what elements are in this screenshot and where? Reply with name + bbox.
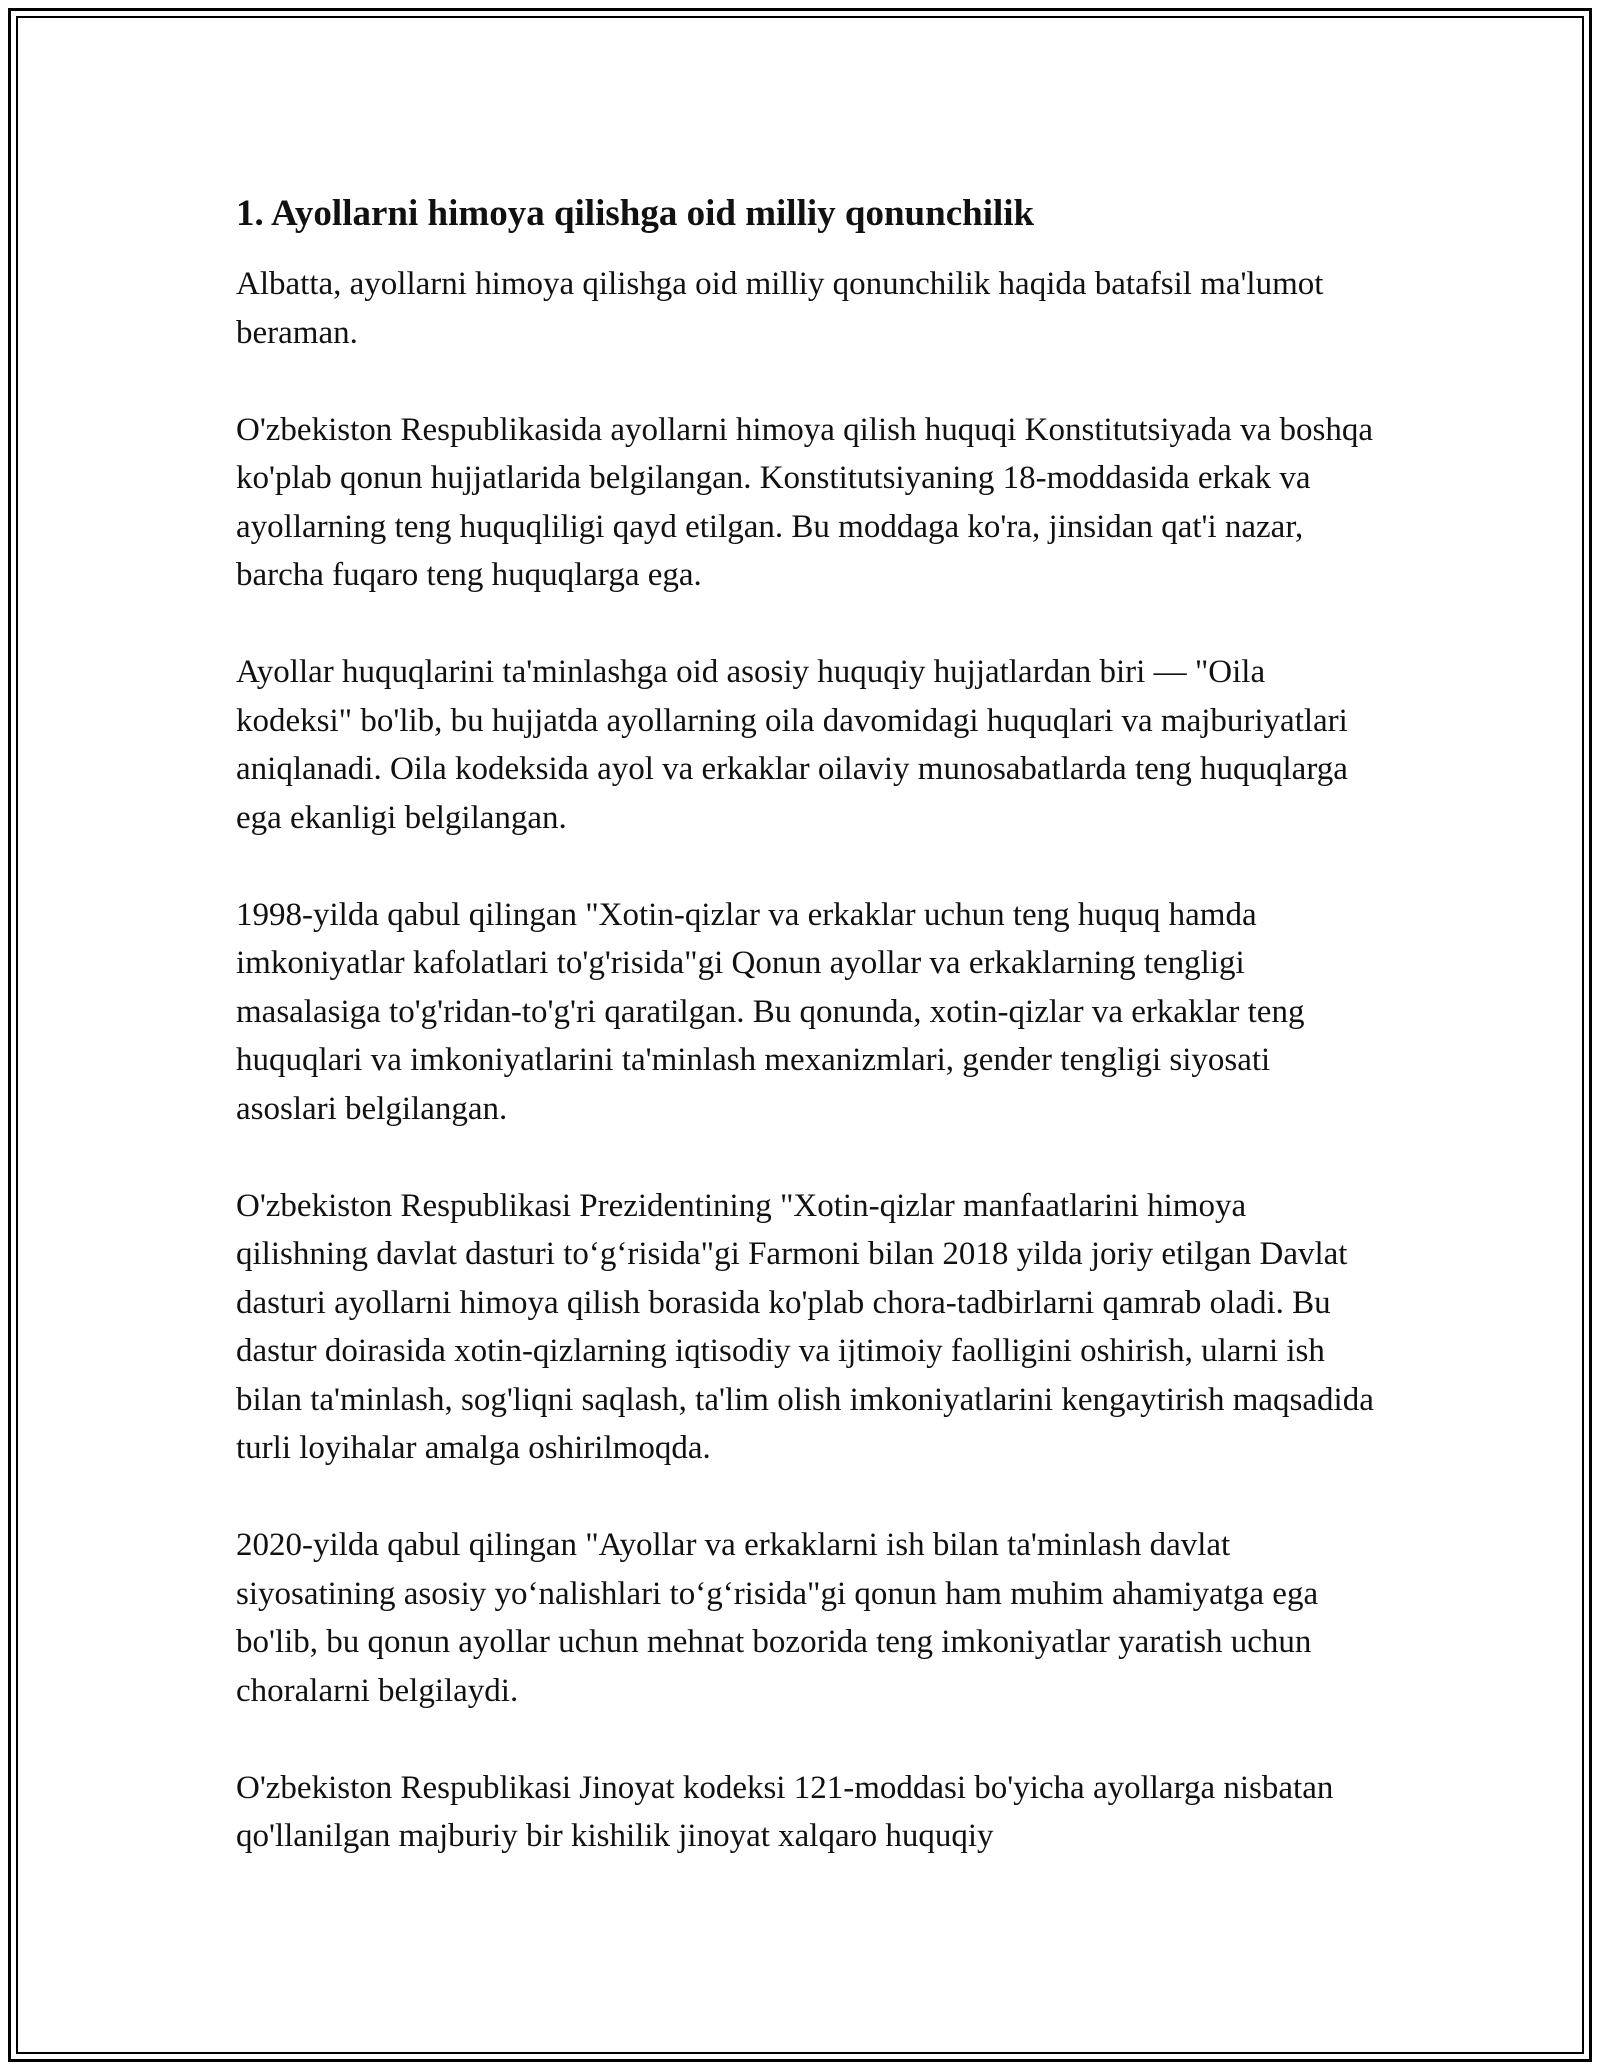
paragraph-intro: Albatta, ayollarni himoya qilishga oid milliy qonunchilik haqida batafsil ma'lumot beraman. bbox=[236, 266, 1324, 351]
paragraph-family-code: Ayollar huquqlarini ta'minlashga oid asosiy huquqiy hujjatlardan biri — "Oila kodeksi" bo'lib, bu hujjatda ayollarning oila davomidagi huquqlari va majburiyatlari aniqlanadi. Oila kodeksida ayol va erkaklar oilaviy munosabatlarda teng huquqlarga ega ekanligi belgilangan. bbox=[236, 654, 1348, 836]
section-heading: 1. Ayollarni himoya qilishga oid milliy qonunchilik bbox=[236, 193, 1035, 234]
document-body bbox=[236, 190, 1376, 1909]
paragraph-2020-law: 2020-yilda qabul qilingan "Ayollar va erkaklarni ish bilan ta'minlash davlat siyosatining asosiy yo‘nalishlari to‘g‘risida"gi qonun ham muhim ahamiyatga ega bo'lib, bu qonun ayollar uchun mehnat bozorida teng imkoniyatlar yaratish uchun choralarni belgilaydi. bbox=[236, 1527, 1319, 1709]
paragraph-2018-decree: O'zbekiston Respublikasi Prezidentining "Xotin-qizlar manfaatlarini himoya qilishning davlat dasturi to‘g‘risida"gi Farmoni bilan 2018 yilda joriy etilgan Davlat dasturi ayollarni himoya qilish borasida ko'plab chora-tadbirlarni qamrab oladi. Bu dastur doirasida xotin-qizlarning iqtisodiy va ijtimoiy faolligini oshirish, ularni ish bilan ta'minlash, sog'liqni saqlash, ta'lim olish imkoniyatlarini kengaytirish maqsadida turli loyihalar amalga oshirilmoqda. bbox=[236, 1187, 1374, 1466]
paragraph-constitution: O'zbekiston Respublikasida ayollarni himoya qilish huquqi Konstitutsiyada va boshqa ko'plab qonun hujjatlarida belgilangan. Konstitutsiyaning 18-moddasida erkak va ayollarning teng huquqliligi qayd etilgan. Bu moddaga ko'ra, jinsidan qat'i nazar, barcha fuqaro teng huquqlarga ega. bbox=[236, 411, 1373, 593]
paragraph-criminal-code: O'zbekiston Respublikasi Jinoyat kodeksi 121-moddasi bo'yicha ayollarga nisbatan qo'llanilgan majburiy bir kishilik jinoyat xalqaro huquqiy bbox=[236, 1769, 1334, 1854]
paragraph-1998-law: 1998-yilda qabul qilingan "Xotin-qizlar va erkaklar uchun teng huquq hamda imkoniyatlar kafolatlari to'g'risida"gi Qonun ayollar va erkaklarning tengligi masalasiga to'g'ridan-to'g'ri qaratilgan. Bu qonunda, xotin-qizlar va erkaklar teng huquqlari va imkoniyatlarini ta'minlash mexanizmlari, gender tengligi siyosati asoslari belgilangan. bbox=[236, 896, 1305, 1127]
